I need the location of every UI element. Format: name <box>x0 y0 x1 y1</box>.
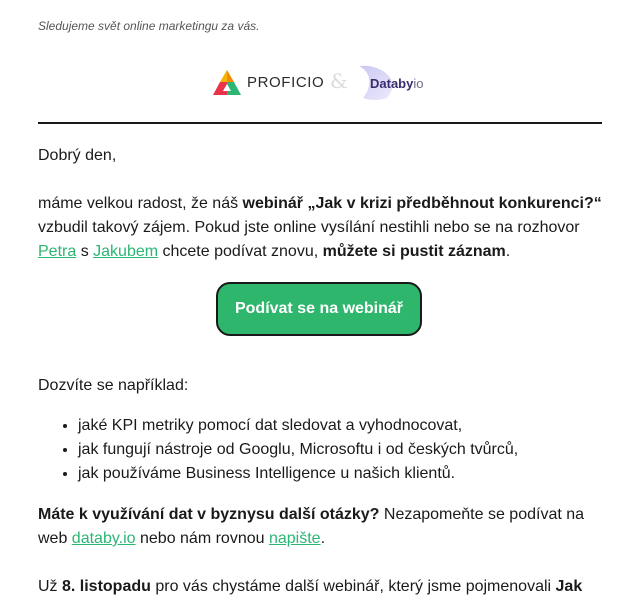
next-webinar-title: Jak <box>555 578 583 595</box>
logo-bar <box>0 60 640 104</box>
greeting: Dobrý den, <box>38 147 117 164</box>
learn-list <box>38 414 618 486</box>
watch-webinar-button[interactable]: Podívat se na webinář <box>216 282 422 336</box>
webinar-title: webinář „Jak v krizi předběhnout konkurenci?“ <box>242 195 602 212</box>
databy-tld: io <box>413 76 424 91</box>
questions-lead: Máte k využívání dat v byznysu další otázky? <box>38 506 380 523</box>
learn-heading: Dozvíte se například: <box>38 377 189 394</box>
intro-paragraph: máme velkou radost, že náš webinář „Jak v krizi předběhnout konkurenci?“ vzbudil takový zájem. Pokud jste online vysílání nestihli nebo se na rozhovor Petra s Jakubem chcete podívat znovu, můžete si pustit záznam. <box>38 195 602 260</box>
questions-paragraph: Máte k využívání dat v byznysu další otázky? Nezapomeňte se podívat na web databy.io nebo nám rovnou napište. <box>38 506 585 547</box>
logo-ampersand: & <box>330 69 348 93</box>
proficio-wordmark: PROFICIO <box>247 74 325 91</box>
next-webinar-date: 8. listopadu <box>62 578 151 595</box>
next-webinar-paragraph: Už 8. listopadu pro vás chystáme další webinář, který jsme pojmenovali Jak <box>38 578 583 595</box>
databy-wordmark: Databyio <box>370 76 424 91</box>
proficio-triangle-icon <box>212 68 242 98</box>
databy-logo[interactable] <box>357 62 437 102</box>
list-item: • jak fungují nástroje od Googlu, Microsoftu i od českých tvůrců, <box>78 438 618 462</box>
petra-link[interactable]: Petra <box>38 243 77 260</box>
jakub-link[interactable]: Jakubem <box>93 243 159 260</box>
databy-link[interactable]: databy.io <box>71 530 136 547</box>
recording-note: můžete si pustit záznam <box>322 243 506 260</box>
list-item: • jaké KPI metriky pomocí dat sledovat a vyhodnocovat, <box>78 414 618 438</box>
header-divider <box>38 122 602 124</box>
list-item: • jak používáme Business Intelligence u našich klientů. <box>78 462 618 486</box>
napiste-link[interactable]: napište <box>268 530 321 547</box>
preheader-text: Sledujeme svět online marketingu za vás. <box>38 19 260 33</box>
